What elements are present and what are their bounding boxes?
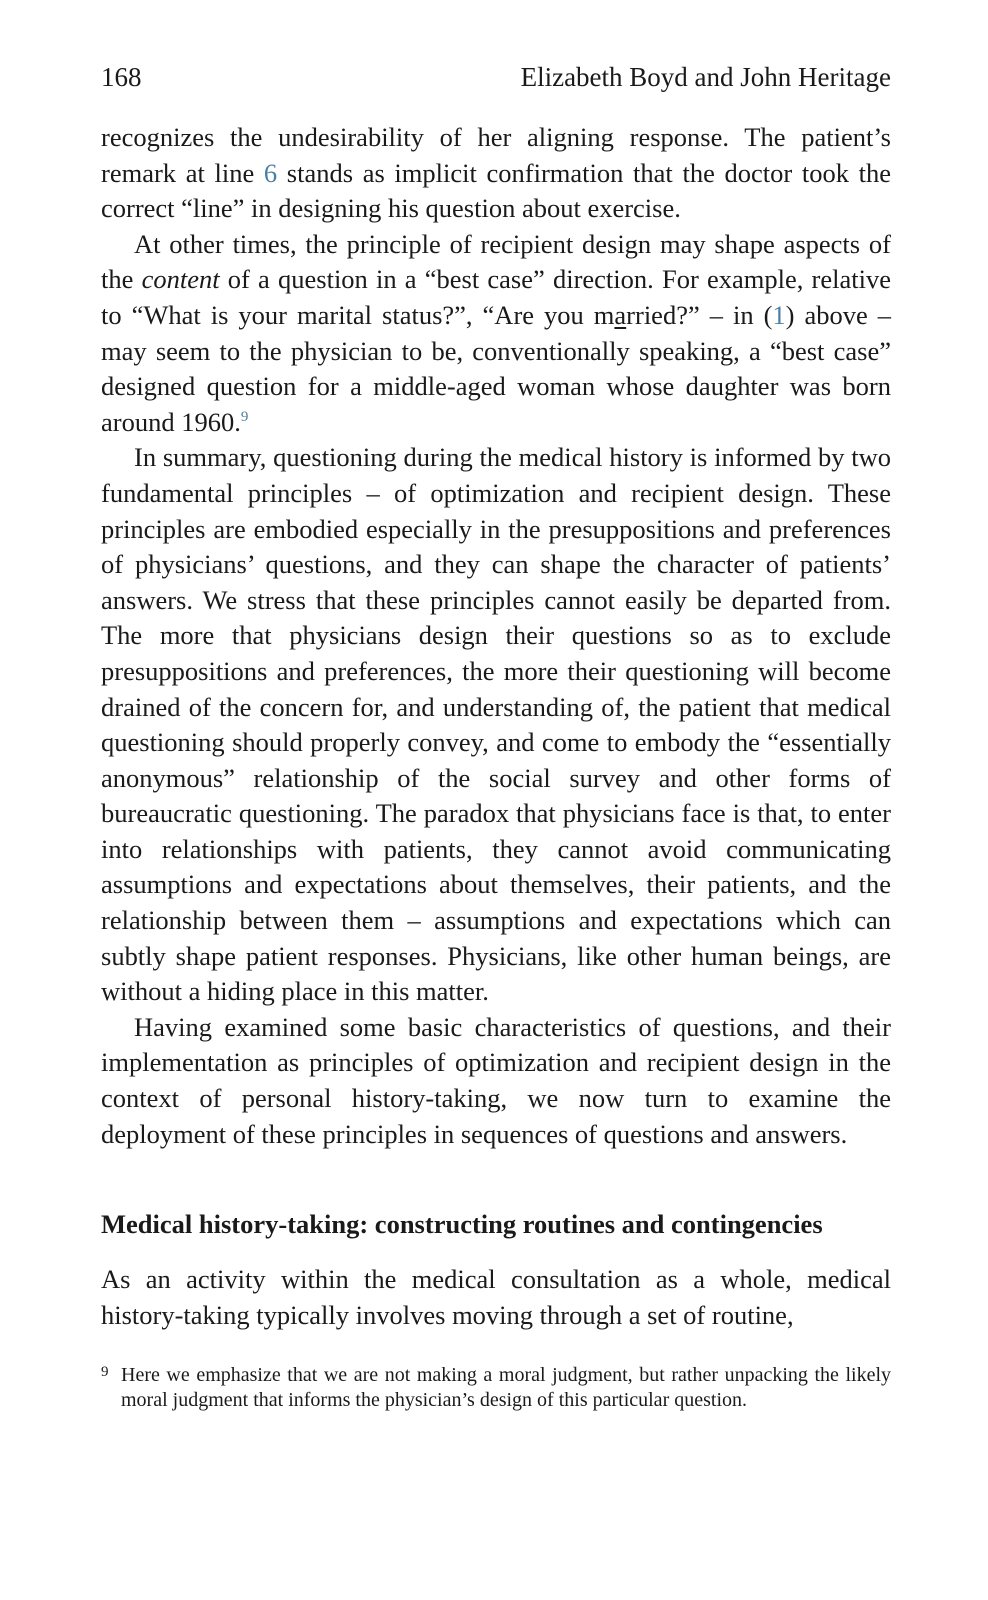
page-number: 168 <box>101 62 142 92</box>
paragraph-summary: In summary, questioning during the medical history is informed by two fundamental principles – of optimization and recipient design. These principles are embodied especially in the presuppositions and preferences of physicians’ questions, and they can shape the character of patients’ answers. We stress that these principles cannot easily be departed from. The more that physicians design their questions so as to exclude presuppositions and preferences, the more their questioning will become drained of the concern for, and understanding of, the patient that medical questioning should properly convey, and come to embody the “essentially anonymous” relationship of the social survey and other forms of bureaucratic questioning. The paradox that physicians face is that, to enter into relationships with patients, they cannot avoid communicating assumptions and expectations about themselves, their patients, and the relationship between them – assumptions and expectations which can subtly shape patient responses. Physicians, like other human beings, are without a hiding place in this matter. <box>101 442 891 1007</box>
footnote <box>101 1363 891 1412</box>
example-reference-link[interactable]: 1 <box>772 299 786 330</box>
text-run: stands as implicit confirmation that the doctor took the correct “line” in designing his question about exercise. <box>101 157 891 224</box>
section-heading: Medical history-taking: constructing routines and contingencies <box>101 1209 823 1240</box>
paragraph-section-start: As an activity within the medical consultation as a whole, medical history-taking typically involves moving through a set of routine, <box>101 1264 891 1330</box>
footnote-number: 9 <box>101 1364 109 1381</box>
emphasis-content: content <box>141 264 220 295</box>
line-reference-link[interactable]: 6 <box>263 157 278 188</box>
stress-mark: a <box>614 299 627 330</box>
running-head-authors: Elizabeth Boyd and John Heritage <box>520 62 891 92</box>
book-page <box>101 60 891 1412</box>
running-head <box>101 60 891 100</box>
text-run: ) above – may seem to the physician to be, conventionally speaking, a “best case” designed question for a middle-aged woman whose daughter was born around 1960. <box>101 299 891 437</box>
text-run: rried?” – in ( <box>626 299 773 330</box>
text-run: of a question in a “best case” direction. For example, relative to “What is your marital status?”, “Are you m <box>101 264 892 330</box>
paragraph-recipient-design <box>101 227 891 441</box>
text-run: recognizes the undesirability of her aligning response. The patient’s remark at line <box>101 122 891 188</box>
text-run: At other times, the principle of recipient design may shape aspects of the <box>101 228 891 295</box>
footnote-reference-link[interactable]: 9 <box>240 408 249 425</box>
footnote-text: Here we emphasize that we are not making a moral judgment, but rather unpacking the likely moral judgment that informs the physician’s design of this particular question. <box>121 1364 891 1411</box>
paragraph-transition: Having examined some basic characteristics of questions, and their implementation as principles of optimization and recipient design in the context of personal history-taking, we now turn to examine the deployment of these principles in sequences of questions and answers. <box>101 1011 891 1149</box>
paragraph-continued <box>101 120 891 227</box>
